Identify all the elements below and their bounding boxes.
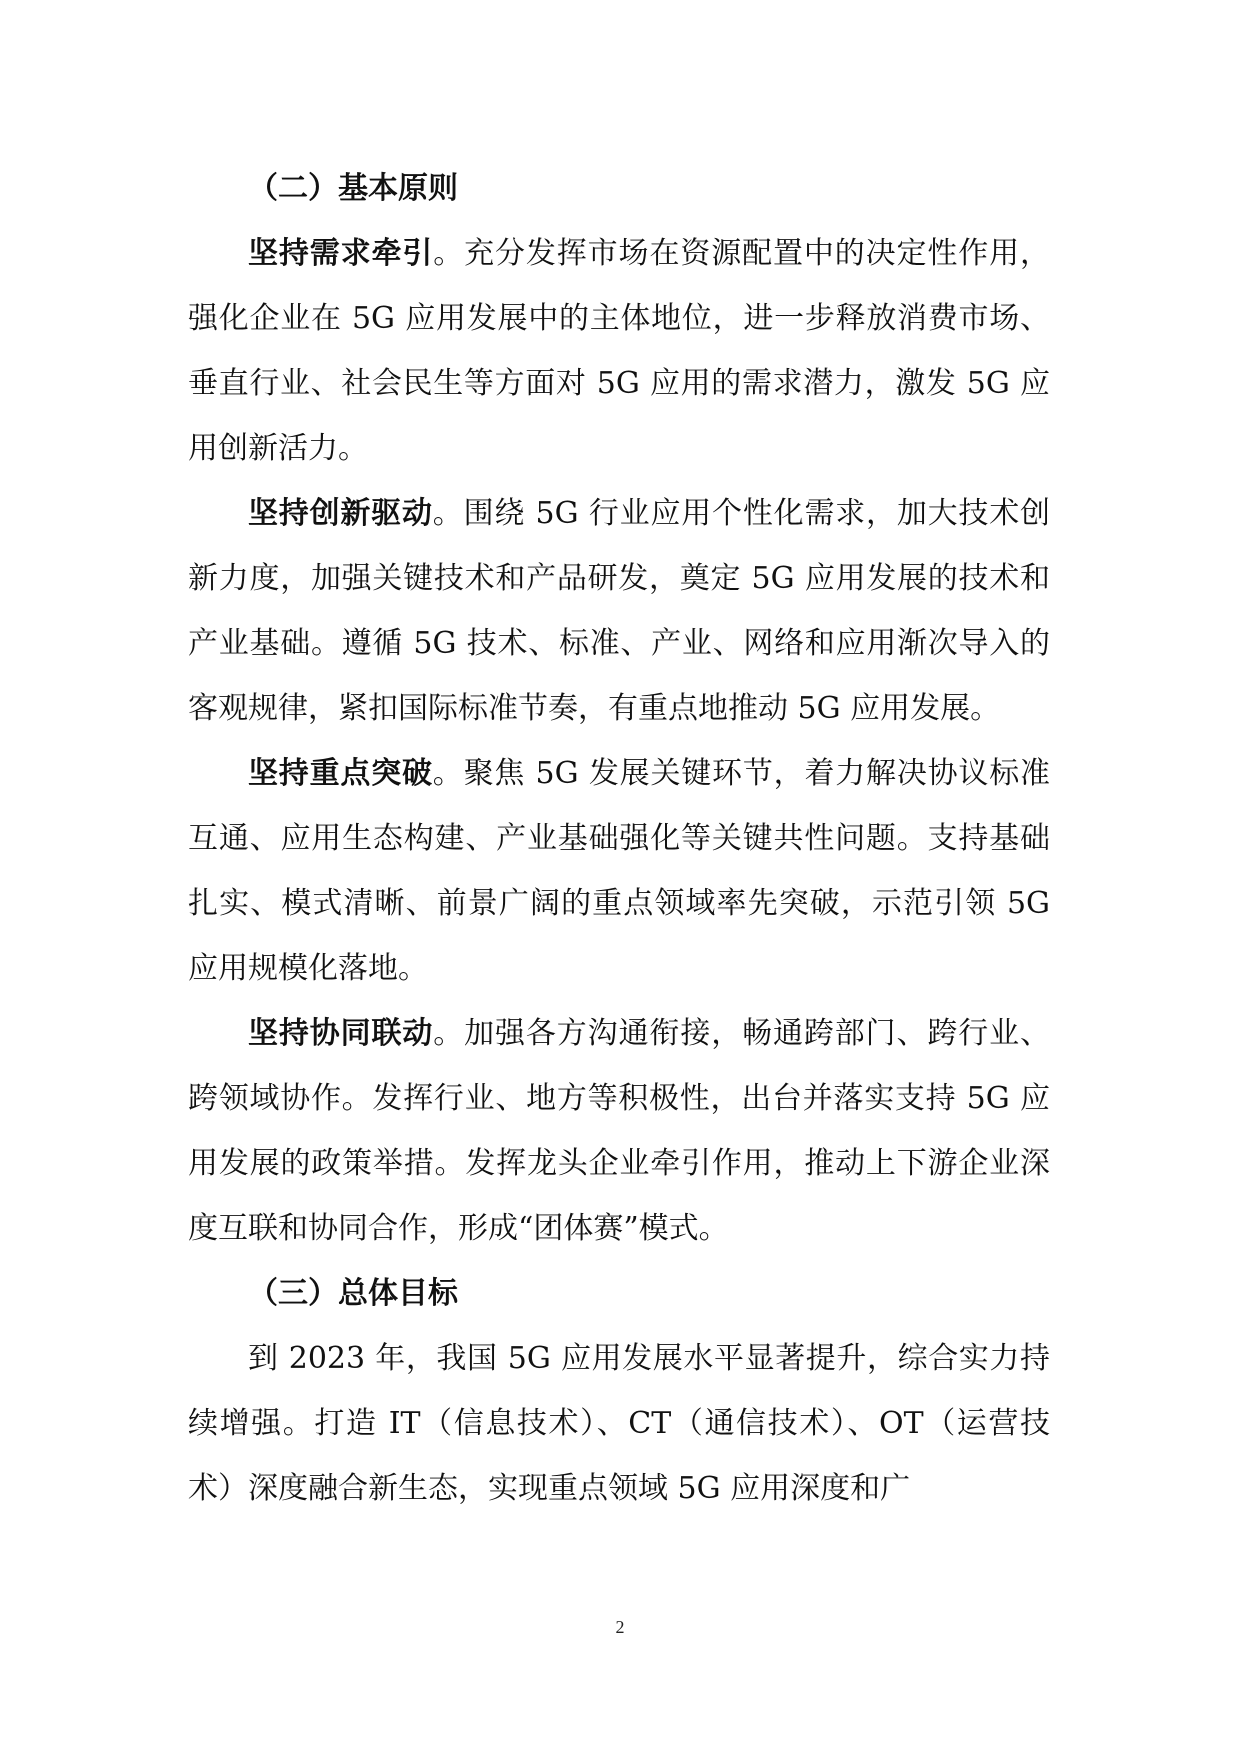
principle-lead: 坚持需求牵引 <box>248 236 434 271</box>
principle-lead: 坚持协同联动 <box>248 1016 434 1051</box>
principle-lead: 坚持创新驱动 <box>248 496 433 531</box>
principle-paragraph-coordination <box>188 1001 1050 1261</box>
document-body <box>188 156 1050 1521</box>
section-heading-basic-principles: （二）基本原则 <box>248 171 458 206</box>
principle-paragraph-innovation <box>188 481 1050 741</box>
principle-text: 。围绕 5G 行业应用个性化需求，加大技术创新力度，加强关键技术和产品研发，奠定 5G 应用发展的技术和产业基础。遵循 5G 技术、标准、产业、网络和应用渐次导入的客观规律，紧扣国际标准节奏，有重点地推动 5G 应用发展。 <box>188 496 1051 726</box>
page-number: 2 <box>615 1617 625 1637</box>
principle-lead: 坚持重点突破 <box>248 756 433 791</box>
principle-paragraph-breakthrough <box>188 741 1050 1001</box>
principle-paragraph-demand <box>188 221 1050 481</box>
principle-text: 。充分发挥市场在资源配置中的决定性作用，强化企业在 5G 应用发展中的主体地位，进一步释放消费市场、垂直行业、社会民生等方面对 5G 应用的需求潜力，激发 5G 应用创新活力。 <box>188 236 1051 466</box>
goal-paragraph: 到 2023 年，我国 5G 应用发展水平显著提升，综合实力持续增强。打造 IT（信息技术）、CT（通信技术）、OT（运营技术）深度融合新生态，实现重点领域 5G 应用深度和广 <box>188 1341 1050 1506</box>
principle-text: 。加强各方沟通衔接，畅通跨部门、跨行业、跨领域协作。发挥行业、地方等积极性，出台并落实支持 5G 应用发展的政策举措。发挥龙头企业牵引作用，推动上下游企业深度互联和协同合作，形成“团体赛”模式。 <box>188 1016 1051 1246</box>
section-heading-overall-goals: （三）总体目标 <box>248 1276 458 1311</box>
principle-text: 。聚焦 5G 发展关键环节，着力解决协议标准互通、应用生态构建、产业基础强化等关键共性问题。支持基础扎实、模式清晰、前景广阔的重点领域率先突破，示范引领 5G 应用规模化落地。 <box>188 756 1051 986</box>
